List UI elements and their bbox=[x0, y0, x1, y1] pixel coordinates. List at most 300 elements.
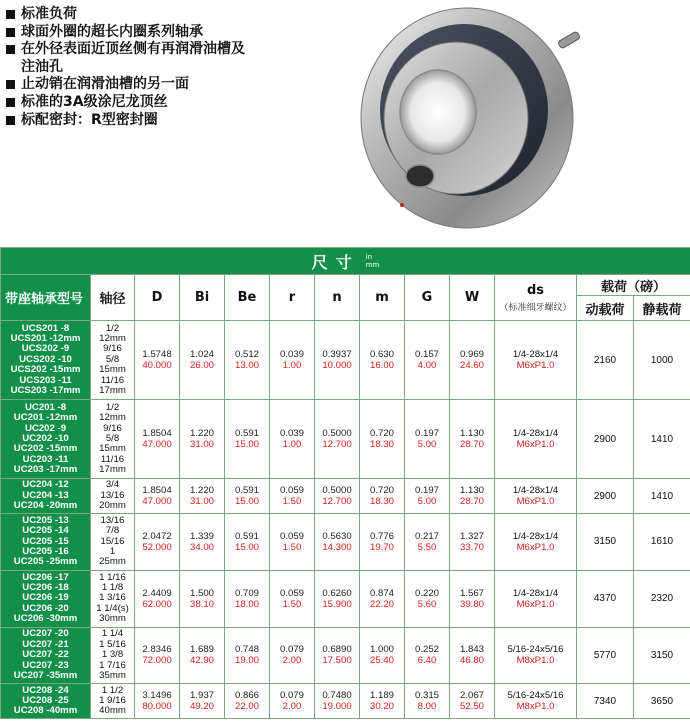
shaft-size: 1 3/8 bbox=[101, 649, 124, 661]
value-inch: 1.8504 bbox=[142, 428, 172, 440]
value-inch: 0.252 bbox=[414, 644, 439, 656]
dim-cell-be bbox=[225, 321, 270, 400]
dim-cell-be bbox=[225, 479, 270, 514]
bullet-square-icon bbox=[6, 28, 15, 37]
value-mm: 4.00 bbox=[417, 360, 437, 372]
model-number: UC206 -17 bbox=[22, 571, 69, 583]
dim-cell-n bbox=[315, 570, 360, 627]
dim-cell-bi bbox=[180, 684, 225, 719]
value-inch: 0.874 bbox=[369, 587, 394, 599]
shaft-size: 1 bbox=[109, 545, 116, 557]
value-inch: 0.059 bbox=[279, 530, 304, 542]
feature-item bbox=[4, 94, 304, 112]
red-marker bbox=[400, 203, 404, 207]
feature-text: 标准负荷 bbox=[21, 6, 77, 22]
value-mm: 14.300 bbox=[322, 541, 352, 553]
value-mm: 47.000 bbox=[142, 439, 172, 451]
dim-cell-g bbox=[405, 684, 450, 719]
feature-text: 标准的3A级涂尼龙顶丝 bbox=[21, 93, 168, 110]
value-mm: 15.00 bbox=[234, 541, 259, 553]
shaft-size: 1/2 bbox=[105, 322, 120, 334]
static-load-cell: 2320 bbox=[634, 570, 690, 627]
value-mm: 18.30 bbox=[369, 439, 394, 451]
model-cell bbox=[1, 684, 91, 719]
model-number: UC206 -18 bbox=[22, 582, 69, 593]
value-inch: 1.8504 bbox=[142, 485, 172, 497]
thread-metric: M6xP1.0 bbox=[516, 439, 555, 451]
value-mm: 52.000 bbox=[142, 541, 172, 553]
dim-cell-bi bbox=[180, 400, 225, 479]
model-number: UC204 -20mm bbox=[13, 500, 78, 512]
dimension-table bbox=[0, 247, 690, 719]
dim-cell-m bbox=[360, 400, 405, 479]
value-mm: 52.50 bbox=[459, 701, 484, 713]
model-number: UC208 -25 bbox=[22, 694, 69, 706]
shaft-size: 11/16 bbox=[100, 453, 125, 465]
bullet-square-icon bbox=[6, 80, 15, 89]
value-inch: 1.024 bbox=[189, 349, 214, 361]
static-load-cell: 1000 bbox=[634, 321, 690, 400]
table-row bbox=[1, 570, 690, 627]
static-load-header: 静载荷 bbox=[634, 296, 690, 321]
value-mm: 31.00 bbox=[189, 496, 214, 508]
value-inch: 0.720 bbox=[369, 428, 394, 440]
shaft-size: 1 1/4 bbox=[101, 628, 124, 640]
feature-text: 止动销在润滑油槽的另一面 bbox=[21, 76, 189, 93]
shaft-size: 3/4 bbox=[105, 479, 120, 491]
value-mm: 33.70 bbox=[459, 541, 484, 553]
dim-cell-m bbox=[360, 479, 405, 514]
dynamic-load-cell: 2900 bbox=[577, 479, 634, 514]
dim-cell-w bbox=[450, 479, 495, 514]
value-inch: 1.339 bbox=[189, 530, 214, 542]
dim-cell-n bbox=[315, 479, 360, 514]
thread-metric: M6xP1.0 bbox=[516, 496, 555, 508]
ds-cell bbox=[495, 400, 577, 479]
value-mm: 1.00 bbox=[282, 360, 302, 372]
model-number: UC207 -22 bbox=[22, 649, 69, 661]
model-number: UCS203 -17mm bbox=[10, 385, 81, 397]
value-mm: 31.00 bbox=[189, 439, 214, 451]
shaft-size: 1 1/8 bbox=[101, 582, 124, 593]
value-inch: 0.709 bbox=[234, 587, 259, 599]
value-inch: 0.157 bbox=[414, 349, 439, 361]
shaft-size: 1 7/16 bbox=[99, 659, 126, 671]
shaft-column-header: 轴径 bbox=[91, 275, 135, 321]
shaft-cell bbox=[91, 513, 135, 570]
ds-column-header bbox=[495, 275, 577, 321]
model-number: UCS201 -8 bbox=[21, 322, 70, 334]
dim-cell-bi bbox=[180, 570, 225, 627]
value-inch: 0.197 bbox=[414, 428, 439, 440]
value-mm: 5.00 bbox=[417, 439, 437, 451]
shaft-size: 12mm bbox=[99, 333, 126, 345]
value-inch: 0.039 bbox=[279, 349, 304, 361]
shaft-size: 5/8 bbox=[105, 353, 120, 365]
shaft-size: 12mm bbox=[99, 412, 126, 424]
shaft-size: 11/16 bbox=[100, 374, 125, 386]
dim-header-n: n bbox=[315, 275, 360, 321]
shaft-size: 9/16 bbox=[103, 422, 122, 434]
shaft-size: 15/16 bbox=[100, 535, 125, 547]
ds-cell bbox=[495, 627, 577, 684]
thread-inch: 5/16-24x5/16 bbox=[507, 644, 564, 656]
static-load-cell: 1610 bbox=[634, 513, 690, 570]
dim-cell-g bbox=[405, 479, 450, 514]
shaft-size: 15mm bbox=[99, 364, 126, 376]
value-mm: 1.50 bbox=[282, 496, 302, 508]
value-mm: 19.000 bbox=[322, 701, 352, 713]
dim-cell-w bbox=[450, 400, 495, 479]
value-inch: 1.130 bbox=[459, 485, 484, 497]
dim-cell-d bbox=[135, 479, 180, 514]
dim-header-r: r bbox=[270, 275, 315, 321]
value-inch: 2.0472 bbox=[142, 530, 172, 542]
model-cell bbox=[1, 400, 91, 479]
dim-cell-r bbox=[270, 513, 315, 570]
dim-cell-bi bbox=[180, 513, 225, 570]
shaft-cell bbox=[91, 400, 135, 479]
shaft-size: 1 3/16 bbox=[99, 592, 126, 604]
dim-cell-w bbox=[450, 321, 495, 400]
unit-mm: mm bbox=[365, 261, 380, 269]
dim-cell-d bbox=[135, 684, 180, 719]
dim-cell-r bbox=[270, 627, 315, 684]
table-row bbox=[1, 684, 690, 719]
value-inch: 1.937 bbox=[189, 690, 214, 702]
value-mm: 1.50 bbox=[282, 598, 302, 610]
dim-cell-be bbox=[225, 627, 270, 684]
bullet-square-icon bbox=[6, 10, 15, 19]
dim-header-m: m bbox=[360, 275, 405, 321]
model-number: UC205 -16 bbox=[22, 545, 69, 557]
shaft-size: 1 5/16 bbox=[99, 638, 126, 650]
model-cell bbox=[1, 321, 91, 400]
unit-label bbox=[366, 253, 380, 269]
feature-item bbox=[4, 112, 304, 130]
dim-cell-g bbox=[405, 627, 450, 684]
feature-item bbox=[4, 59, 304, 77]
value-mm: 19.70 bbox=[369, 541, 394, 553]
value-mm: 18.30 bbox=[369, 496, 394, 508]
thread-metric: M6xP1.0 bbox=[516, 598, 555, 610]
model-number: UC203 -17mm bbox=[13, 464, 78, 476]
static-load-cell: 1410 bbox=[634, 479, 690, 514]
value-inch: 1.130 bbox=[459, 428, 484, 440]
shaft-size: 1 1/4(s) bbox=[96, 602, 129, 614]
feature-item bbox=[4, 24, 304, 42]
table-row bbox=[1, 400, 690, 479]
value-mm: 49.20 bbox=[189, 701, 214, 713]
dim-cell-n bbox=[315, 400, 360, 479]
dim-cell-w bbox=[450, 684, 495, 719]
value-mm: 34.00 bbox=[189, 541, 214, 553]
feature-text: 球面外圈的超长内圈系列轴承 bbox=[21, 23, 203, 40]
thread-inch: 5/16-24x5/16 bbox=[507, 690, 564, 702]
model-number: UC206 -19 bbox=[22, 592, 69, 604]
model-column-header: 带座轴承型号 bbox=[1, 275, 91, 321]
shaft-cell bbox=[91, 479, 135, 514]
value-mm: 5.50 bbox=[417, 541, 437, 553]
value-mm: 18.00 bbox=[234, 598, 259, 610]
value-inch: 1.000 bbox=[369, 644, 394, 656]
dim-cell-d bbox=[135, 400, 180, 479]
shaft-size: 13/16 bbox=[100, 514, 125, 526]
bullet-square-icon bbox=[6, 45, 15, 54]
dim-cell-m bbox=[360, 684, 405, 719]
value-inch: 0.630 bbox=[369, 349, 394, 361]
shaft-size: 9/16 bbox=[103, 343, 122, 355]
shaft-size: 25mm bbox=[99, 556, 126, 568]
value-mm: 42.90 bbox=[189, 655, 214, 667]
value-inch: 0.7480 bbox=[322, 690, 352, 702]
unit-inch: in bbox=[365, 253, 373, 261]
value-inch: 1.220 bbox=[189, 485, 214, 497]
value-inch: 1.843 bbox=[459, 644, 484, 656]
shaft-size: 20mm bbox=[99, 500, 126, 512]
model-cell bbox=[1, 479, 91, 514]
dim-cell-n bbox=[315, 684, 360, 719]
value-inch: 0.039 bbox=[279, 428, 304, 440]
model-number: UCS203 -11 bbox=[19, 374, 72, 386]
shaft-size: 35mm bbox=[99, 670, 126, 682]
value-mm: 30.20 bbox=[369, 701, 394, 713]
dim-header-bi: Bi bbox=[180, 275, 225, 321]
dim-cell-w bbox=[450, 627, 495, 684]
dimension-table-body bbox=[1, 321, 690, 719]
dim-cell-d bbox=[135, 513, 180, 570]
value-inch: 1.220 bbox=[189, 428, 214, 440]
dim-cell-g bbox=[405, 570, 450, 627]
model-number: UC205 -15 bbox=[22, 535, 69, 547]
value-mm: 5.00 bbox=[417, 496, 437, 508]
shaft-size: 15mm bbox=[99, 443, 126, 455]
value-mm: 6.40 bbox=[417, 655, 437, 667]
model-number: UC202 -15mm bbox=[13, 443, 78, 455]
dynamic-load-cell: 5770 bbox=[577, 627, 634, 684]
static-load-cell: 3150 bbox=[634, 627, 690, 684]
dim-cell-w bbox=[450, 570, 495, 627]
value-mm: 40.000 bbox=[142, 360, 172, 372]
table-row bbox=[1, 479, 690, 514]
dim-cell-be bbox=[225, 400, 270, 479]
model-number: UC205 -13 bbox=[22, 514, 69, 526]
dim-cell-bi bbox=[180, 627, 225, 684]
value-mm: 22.20 bbox=[369, 598, 394, 610]
value-inch: 2.067 bbox=[459, 690, 484, 702]
value-mm: 12.700 bbox=[322, 439, 352, 451]
value-mm: 8.00 bbox=[417, 701, 437, 713]
shaft-size: 17mm bbox=[99, 464, 126, 476]
model-number: UC207 -20 bbox=[22, 628, 69, 640]
ds-cell bbox=[495, 684, 577, 719]
model-cell bbox=[1, 513, 91, 570]
table-title: 尺寸 bbox=[311, 252, 360, 272]
thread-inch: 1/4-28x1/4 bbox=[512, 530, 559, 542]
value-inch: 0.591 bbox=[234, 428, 259, 440]
table-title-row bbox=[1, 248, 690, 275]
shaft-cell bbox=[91, 570, 135, 627]
value-inch: 2.4409 bbox=[142, 587, 172, 599]
dim-header-w: W bbox=[450, 275, 495, 321]
value-inch: 0.5000 bbox=[322, 485, 352, 497]
dynamic-load-cell: 2900 bbox=[577, 400, 634, 479]
model-number: UC205 -14 bbox=[22, 525, 69, 537]
shaft-cell bbox=[91, 321, 135, 400]
value-mm: 15.00 bbox=[234, 496, 259, 508]
shaft-size: 7/8 bbox=[105, 525, 120, 537]
thread-inch: 1/4-28x1/4 bbox=[512, 587, 559, 599]
bearing-insert-image bbox=[352, 0, 592, 240]
dim-cell-g bbox=[405, 321, 450, 400]
value-inch: 0.059 bbox=[279, 587, 304, 599]
model-number: UCS202 -15mm bbox=[10, 364, 81, 376]
model-number: UC208 -40mm bbox=[13, 705, 78, 717]
value-inch: 0.079 bbox=[279, 644, 304, 656]
ds-header-label: ds bbox=[526, 282, 545, 298]
value-mm: 26.00 bbox=[189, 360, 214, 372]
feature-item bbox=[4, 76, 304, 94]
value-inch: 0.866 bbox=[234, 690, 259, 702]
value-mm: 28.70 bbox=[459, 439, 484, 451]
shaft-size: 30mm bbox=[99, 613, 126, 625]
dim-cell-w bbox=[450, 513, 495, 570]
bullet-square-icon bbox=[6, 116, 15, 125]
value-mm: 10.000 bbox=[322, 360, 352, 372]
value-inch: 0.5630 bbox=[322, 530, 352, 542]
dim-header-be: Be bbox=[225, 275, 270, 321]
thread-metric: M8xP1.0 bbox=[516, 701, 555, 713]
shaft-size: 1 9/16 bbox=[99, 694, 126, 706]
value-inch: 0.6260 bbox=[322, 587, 352, 599]
value-inch: 1.689 bbox=[189, 644, 214, 656]
dim-cell-n bbox=[315, 513, 360, 570]
ds-header-note: （标准细牙螺纹） bbox=[499, 302, 572, 313]
model-number: UCS202 -10 bbox=[19, 353, 72, 365]
dim-cell-be bbox=[225, 570, 270, 627]
shaft-size: 13/16 bbox=[100, 489, 125, 501]
dynamic-load-cell: 7340 bbox=[577, 684, 634, 719]
bearing-bore bbox=[400, 70, 476, 154]
shaft-size: 1 1/2 bbox=[101, 684, 124, 696]
shaft-size: 1/2 bbox=[105, 401, 120, 413]
dim-cell-d bbox=[135, 627, 180, 684]
value-mm: 72.000 bbox=[142, 655, 172, 667]
value-mm: 17.500 bbox=[322, 655, 352, 667]
dim-cell-m bbox=[360, 513, 405, 570]
value-mm: 13.00 bbox=[234, 360, 259, 372]
value-inch: 0.776 bbox=[369, 530, 394, 542]
thread-metric: M6xP1.0 bbox=[516, 360, 555, 372]
model-number: UC207 -23 bbox=[22, 659, 69, 671]
shaft-size: 5/8 bbox=[105, 433, 120, 445]
dim-cell-r bbox=[270, 684, 315, 719]
dim-cell-m bbox=[360, 321, 405, 400]
value-inch: 0.512 bbox=[234, 349, 259, 361]
model-number: UC206 -20 bbox=[22, 602, 69, 614]
static-load-cell: 1410 bbox=[634, 400, 690, 479]
dim-cell-r bbox=[270, 321, 315, 400]
value-mm: 5.60 bbox=[417, 598, 437, 610]
shaft-cell bbox=[91, 627, 135, 684]
value-inch: 0.079 bbox=[279, 690, 304, 702]
ds-cell bbox=[495, 570, 577, 627]
dynamic-load-cell: 3150 bbox=[577, 513, 634, 570]
value-inch: 0.591 bbox=[234, 530, 259, 542]
ds-cell bbox=[495, 513, 577, 570]
model-number: UC202 -10 bbox=[22, 433, 69, 445]
dim-cell-r bbox=[270, 400, 315, 479]
model-number: UC202 -9 bbox=[24, 422, 67, 434]
dim-cell-bi bbox=[180, 479, 225, 514]
model-number: UCS201 -12mm bbox=[10, 333, 81, 345]
load-column-header: 载荷（磅） bbox=[577, 275, 690, 296]
shaft-size: 17mm bbox=[99, 385, 126, 397]
value-mm: 80.000 bbox=[142, 701, 172, 713]
dim-cell-d bbox=[135, 570, 180, 627]
model-number: UC201 -8 bbox=[24, 401, 67, 413]
dim-cell-m bbox=[360, 627, 405, 684]
dynamic-load-cell: 4370 bbox=[577, 570, 634, 627]
value-inch: 0.220 bbox=[414, 587, 439, 599]
value-inch: 0.6890 bbox=[322, 644, 352, 656]
value-mm: 19.00 bbox=[234, 655, 259, 667]
value-mm: 15.00 bbox=[234, 439, 259, 451]
value-mm: 1.00 bbox=[282, 439, 302, 451]
feature-text: 在外径表面近顶丝侧有再润滑油槽及 bbox=[21, 41, 245, 58]
thread-metric: M8xP1.0 bbox=[516, 655, 555, 667]
value-mm: 62.000 bbox=[142, 598, 172, 610]
dim-header-g: G bbox=[405, 275, 450, 321]
dim-cell-n bbox=[315, 627, 360, 684]
bullet-square-icon bbox=[6, 98, 15, 107]
model-cell bbox=[1, 570, 91, 627]
lubrication-pin bbox=[557, 31, 580, 49]
model-cell bbox=[1, 627, 91, 684]
feature-list bbox=[4, 6, 304, 129]
value-inch: 1.189 bbox=[369, 690, 394, 702]
feature-text: 标配密封：R型密封圈 bbox=[21, 111, 158, 128]
value-inch: 1.500 bbox=[189, 587, 214, 599]
value-inch: 0.217 bbox=[414, 530, 439, 542]
model-number: UC207 -21 bbox=[22, 638, 69, 650]
value-inch: 2.8346 bbox=[142, 644, 172, 656]
value-mm: 12.700 bbox=[322, 496, 352, 508]
value-inch: 0.591 bbox=[234, 485, 259, 497]
value-mm: 24.60 bbox=[459, 360, 484, 372]
model-number: UC207 -35mm bbox=[13, 670, 78, 682]
value-mm: 2.00 bbox=[282, 701, 302, 713]
dynamic-load-cell: 2160 bbox=[577, 321, 634, 400]
ds-cell bbox=[495, 479, 577, 514]
value-inch: 1.5748 bbox=[142, 349, 172, 361]
value-inch: 0.059 bbox=[279, 485, 304, 497]
shaft-size: 40mm bbox=[99, 705, 126, 717]
dim-cell-n bbox=[315, 321, 360, 400]
dim-cell-d bbox=[135, 321, 180, 400]
dim-cell-r bbox=[270, 479, 315, 514]
model-number: UC203 -11 bbox=[22, 453, 69, 465]
value-inch: 1.327 bbox=[459, 530, 484, 542]
thread-inch: 1/4-28x1/4 bbox=[512, 349, 559, 361]
value-mm: 16.00 bbox=[369, 360, 394, 372]
value-inch: 1.567 bbox=[459, 587, 484, 599]
dim-cell-m bbox=[360, 570, 405, 627]
shaft-cell bbox=[91, 684, 135, 719]
model-number: UC205 -25mm bbox=[13, 556, 78, 568]
dim-header-d: D bbox=[135, 275, 180, 321]
model-number: UC206 -30mm bbox=[13, 613, 78, 625]
